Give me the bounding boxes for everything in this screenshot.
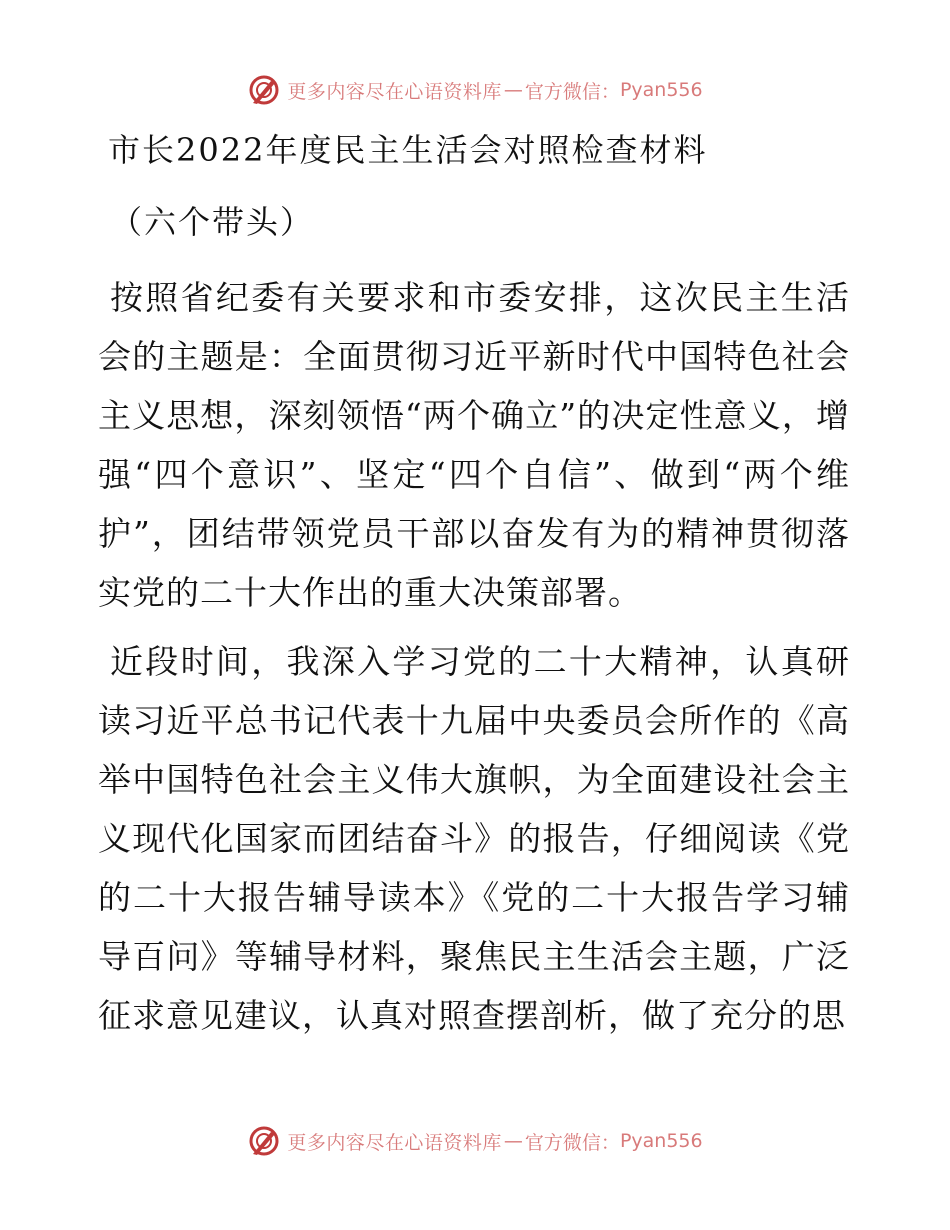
quill-pen-logo-icon [247,73,281,107]
watermark-wechat-label: 官方微信： [524,80,620,103]
watermark-wechat-id: Pyan556 [619,1130,703,1152]
paragraph-2: 近段时间，我深入学习党的二十大精神，认真研读习近平总书记代表十九届中央委员会所作的《高举中国特色社会主义伟大旗帜，为全面建设社会主义现代化国家而团结奋斗》的报告，仔细阅读《党的二十大报告辅导读本》《党的二十大报告学习辅导百问》等辅导材料，聚焦民主生活会主题，广泛征求意见建议，认真对照查摆剖析，做了充分的思 [98,642,850,1035]
footer-watermark [0,1121,950,1161]
quill-pen-logo-icon [247,1124,281,1158]
watermark-wechat-id: Pyan556 [619,79,703,101]
watermark-separator: — [503,79,523,101]
watermark-text: 更多内容尽在心语资料库 [287,80,502,103]
header-watermark [0,70,950,110]
paragraph-1: 按照省纪委有关要求和市委安排，这次民主生活会的主题是：全面贯彻习近平新时代中国特色社会主义思想，深刻领悟“两个确立”的决定性意义，增强“四个意识”、坚定“四个自信”、做到“两个维护”，团结带领党员干部以奋发有为的精神贯彻落实党的二十大作出的重大决策部署。 [98,278,850,612]
watermark-text: 更多内容尽在心语资料库 [287,1131,502,1154]
document-subtitle: （六个带头） [110,203,315,241]
document-title: 市长2022年度民主生活会对照检查材料 [108,131,708,169]
watermark-separator: — [503,1130,523,1152]
watermark-wechat-label: 官方微信： [524,1131,620,1154]
